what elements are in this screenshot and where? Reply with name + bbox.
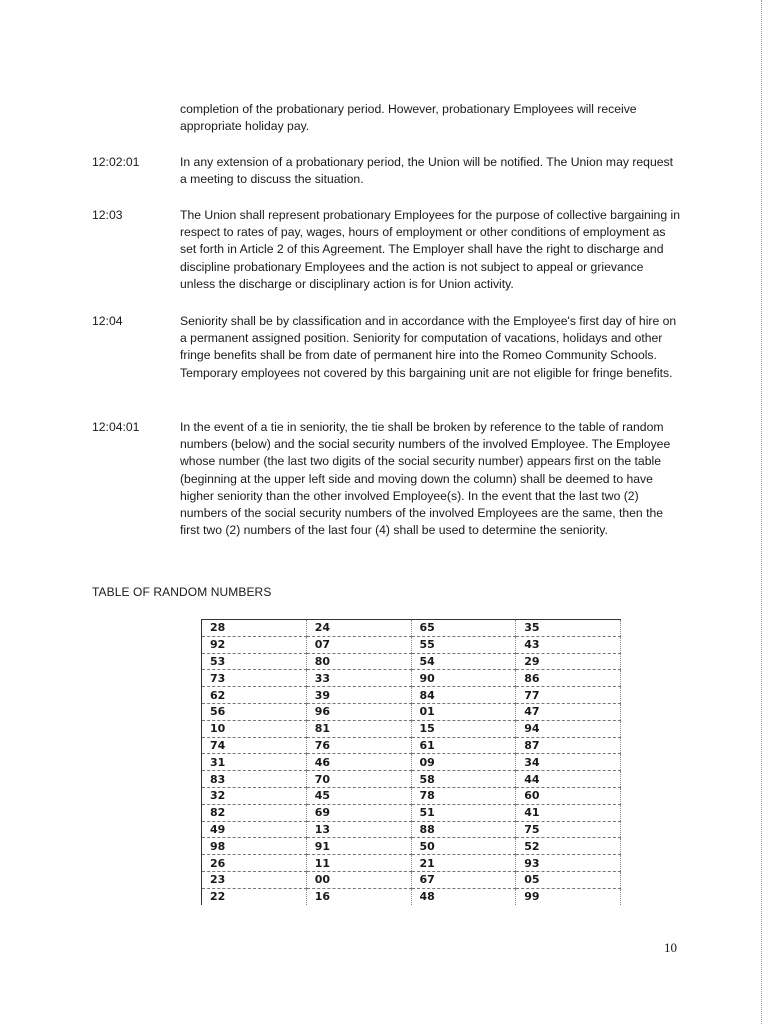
page-number: 10	[664, 940, 677, 955]
table-cell: 16	[306, 888, 411, 905]
table-row	[202, 804, 621, 821]
table-row	[202, 754, 621, 771]
table-row	[202, 888, 621, 905]
table-cell: 31	[202, 754, 307, 771]
table-cell: 33	[306, 670, 411, 687]
table-row	[202, 670, 621, 687]
table-cell: 70	[306, 771, 411, 788]
table-cell: 65	[411, 620, 516, 637]
table-cell: 35	[516, 620, 621, 637]
table-row	[202, 636, 621, 653]
table-cell: 81	[306, 720, 411, 737]
table-cell: 00	[306, 871, 411, 888]
section-number: 12:04	[92, 314, 123, 328]
table-cell: 86	[516, 670, 621, 687]
table-row	[202, 787, 621, 804]
table-row	[202, 855, 621, 872]
table-cell: 50	[411, 838, 516, 855]
table-cell: 29	[516, 653, 621, 670]
table-cell: 44	[516, 771, 621, 788]
table-cell: 80	[306, 653, 411, 670]
table-cell: 94	[516, 720, 621, 737]
table-cell: 96	[306, 703, 411, 720]
table-cell: 05	[516, 871, 621, 888]
table-cell: 74	[202, 737, 307, 754]
table-cell: 43	[516, 636, 621, 653]
table-row	[202, 720, 621, 737]
table-cell: 54	[411, 653, 516, 670]
table-cell: 21	[411, 855, 516, 872]
table-cell: 55	[411, 636, 516, 653]
table-cell: 39	[306, 687, 411, 704]
random-numbers-table	[201, 619, 621, 905]
table-cell: 83	[202, 771, 307, 788]
table-cell: 11	[306, 855, 411, 872]
table-row	[202, 771, 621, 788]
table-cell: 73	[202, 670, 307, 687]
table-cell: 90	[411, 670, 516, 687]
paragraph-text: In any extension of a probationary period, the Union will be notified. The Union may request a meeting to discuss the situation.	[180, 155, 673, 187]
table-cell: 67	[411, 871, 516, 888]
section-number: 12:03	[92, 208, 123, 222]
table-cell: 76	[306, 737, 411, 754]
table-cell: 09	[411, 754, 516, 771]
table-cell: 48	[411, 888, 516, 905]
table-cell: 78	[411, 787, 516, 804]
table-cell: 07	[306, 636, 411, 653]
table-cell: 98	[202, 838, 307, 855]
paragraph-text: In the event of a tie in seniority, the tie shall be broken by reference to the table of random numbers (below) and the social security numbers of the involved Employee. The Employee whose number (the last two digits of the social security number) appears first on the table (beginning at the upper left side and moving down the column) shall be deemed to have higher seniority than the other involved Employee(s). In the event that the last two (2) numbers of the social security numbers of the involved Employees are the same, then the first two (2) numbers of the last four (4) shall be used to determine the seniority.	[180, 420, 671, 538]
section-number: 12:04:01	[92, 420, 140, 434]
table-cell: 53	[202, 653, 307, 670]
table-cell: 13	[306, 821, 411, 838]
scan-page-edge	[761, 0, 764, 1024]
table-row	[202, 620, 621, 637]
table-cell: 56	[202, 703, 307, 720]
table-cell: 10	[202, 720, 307, 737]
table-cell: 34	[516, 754, 621, 771]
table-cell: 01	[411, 703, 516, 720]
table-cell: 32	[202, 787, 307, 804]
table-row	[202, 871, 621, 888]
table-cell: 99	[516, 888, 621, 905]
table-cell: 88	[411, 821, 516, 838]
table-cell: 26	[202, 855, 307, 872]
table-cell: 92	[202, 636, 307, 653]
table-row	[202, 653, 621, 670]
table-cell: 23	[202, 871, 307, 888]
table-cell: 15	[411, 720, 516, 737]
table-cell: 51	[411, 804, 516, 821]
table-cell: 84	[411, 687, 516, 704]
table-cell: 87	[516, 737, 621, 754]
table-cell: 91	[306, 838, 411, 855]
table-title: TABLE OF RANDOM NUMBERS	[92, 585, 272, 599]
table-cell: 52	[516, 838, 621, 855]
table-row	[202, 687, 621, 704]
table-cell: 22	[202, 888, 307, 905]
table-cell: 62	[202, 687, 307, 704]
table-cell: 46	[306, 754, 411, 771]
table-cell: 49	[202, 821, 307, 838]
table-cell: 58	[411, 771, 516, 788]
table-row	[202, 703, 621, 720]
table-cell: 28	[202, 620, 307, 637]
section-number: 12:02:01	[92, 155, 140, 169]
paragraph-text: completion of the probationary period. However, probationary Employees will receive appropriate holiday pay.	[180, 102, 637, 134]
table-row	[202, 838, 621, 855]
table-cell: 24	[306, 620, 411, 637]
table-cell: 61	[411, 737, 516, 754]
table-row	[202, 821, 621, 838]
paragraph-text: Seniority shall be by classification and in accordance with the Employee's first day of hire on a permanent assigned position. Seniority for computation of vacations, holidays and other fringe benefits shall be from date of permanent hire into the Romeo Community Schools. Temporary employees not covered by this bargaining unit are not eligible for fringe benefits.	[180, 314, 677, 380]
table-cell: 69	[306, 804, 411, 821]
paragraph-text: The Union shall represent probationary Employees for the purpose of collective bargaining in respect to rates of pay, wages, hours of employment or other conditions of employment as set forth in Article 2 of this Agreement. The Employer shall have the right to discharge and discipline probationary Employees and the action is not subject to appeal or grievance unless the discharge or disciplinary action is for Union activity.	[180, 208, 680, 291]
table-cell: 93	[516, 855, 621, 872]
table-cell: 77	[516, 687, 621, 704]
table-cell: 75	[516, 821, 621, 838]
table-cell: 47	[516, 703, 621, 720]
table-cell: 41	[516, 804, 621, 821]
table-row	[202, 737, 621, 754]
table-cell: 45	[306, 787, 411, 804]
table-cell: 82	[202, 804, 307, 821]
table-cell: 60	[516, 787, 621, 804]
